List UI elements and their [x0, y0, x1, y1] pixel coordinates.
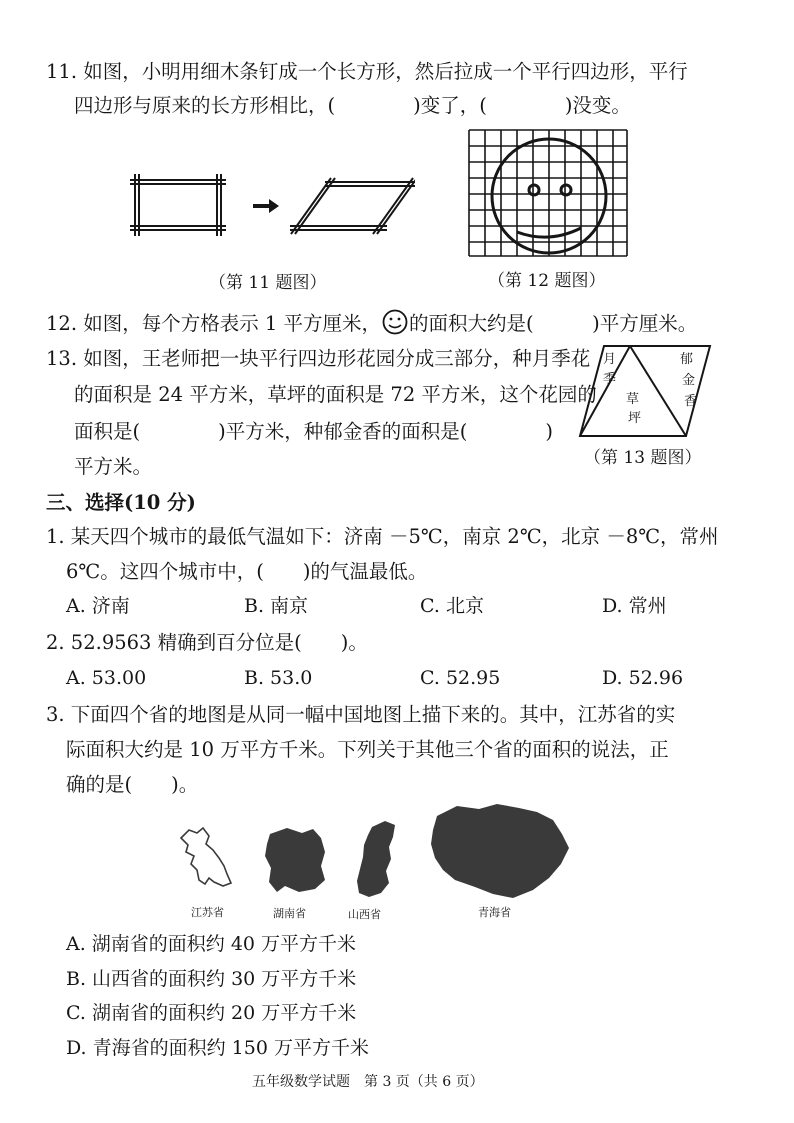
q13-text-line1: 13. 如图，王老师把一块平行四边形花园分成三部分，种月季花 — [46, 347, 591, 370]
c3-option-d: D. 青海省的面积约 150 万平方千米 — [66, 1037, 369, 1059]
c1-option-d: D. 常州 — [602, 595, 667, 617]
shanxi-map — [357, 821, 395, 897]
q11-figure-caption: （第 11 题图） — [209, 273, 327, 293]
q13-label-ji: 季 — [603, 372, 617, 387]
q13-label-xiang: 香 — [684, 394, 698, 409]
q11-rect-to-parallelogram-figure — [125, 168, 415, 243]
page-footer: 五年级数学试题 第 3 页（共 6 页） — [252, 1074, 484, 1090]
q12-grid-smiley-figure — [467, 128, 629, 258]
province-maps-figure — [175, 800, 595, 905]
c3-option-c: C. 湖南省的面积约 20 万平方千米 — [66, 1002, 357, 1024]
c2-option-c: C. 52.95 — [420, 667, 501, 689]
c2-option-b: B. 53.0 — [244, 667, 313, 689]
c3-option-b: B. 山西省的面积约 30 万平方千米 — [66, 968, 357, 990]
q11-text-line1: 11. 如图，小明用细木条钉成一个长方形，然后拉成一个平行四边形，平行 — [46, 60, 688, 83]
c1-text-line2: 6℃。这四个城市中，( )的气温最低。 — [66, 560, 428, 583]
q13-label-cao: 草 — [626, 392, 640, 407]
c1-option-b: B. 南京 — [244, 595, 309, 617]
smiley-face-icon — [381, 309, 409, 335]
hunan-map — [265, 828, 325, 892]
c1-option-a: A. 济南 — [66, 595, 130, 617]
province-label-hunan: 湖南省 — [273, 907, 306, 920]
qinghai-map — [431, 804, 569, 898]
province-label-shanxi: 山西省 — [348, 908, 381, 921]
q13-label-yu: 郁 — [680, 352, 694, 367]
province-label-qinghai: 青海省 — [478, 906, 511, 919]
arrow-right-icon — [253, 199, 279, 213]
c2-text-line1: 2. 52.9563 精确到百分位是( )。 — [46, 631, 368, 654]
q13-label-jin: 金 — [682, 373, 696, 388]
q13-text-line3: 面积是( )平方米，种郁金香的面积是( ) — [74, 420, 553, 443]
province-label-jiangsu: 江苏省 — [191, 906, 224, 919]
c3-text-line2: 际面积大约是 10 万平方千米。下列关于其他三个省的面积的说法，正 — [66, 738, 669, 761]
q11-text-line2: 四边形与原来的长方形相比，( )变了，( )没变。 — [74, 94, 631, 117]
q12-figure-caption: （第 12 题图） — [488, 271, 606, 291]
q12-text — [46, 309, 697, 336]
q13-label-yue: 月 — [603, 352, 617, 367]
c3-option-a: A. 湖南省的面积约 40 万平方千米 — [66, 933, 357, 955]
section-3-title: 三、选择(10 分) — [46, 491, 196, 514]
c2-option-d: D. 52.96 — [602, 667, 684, 689]
c2-option-a: A. 53.00 — [66, 667, 147, 689]
q13-label-ping: 坪 — [628, 411, 642, 426]
c3-text-line3: 确的是( )。 — [66, 773, 199, 796]
q13-figure-caption: （第 13 题图） — [584, 448, 702, 468]
c3-text-line1: 3. 下面四个省的地图是从同一幅中国地图上描下来的。其中，江苏省的实 — [46, 703, 676, 726]
q12-text-after: 的面积大约是( )平方厘米。 — [409, 312, 698, 335]
q13-text-line4: 平方米。 — [74, 455, 153, 478]
q13-text-line2: 的面积是 24 平方米，草坪的面积是 72 平方米，这个花园的 — [74, 383, 597, 406]
c1-option-c: C. 北京 — [420, 595, 484, 617]
jiangsu-map — [181, 828, 231, 886]
q12-text-before: 12. 如图，每个方格表示 1 平方厘米， — [46, 312, 382, 335]
c1-text-line1: 1. 某天四个城市的最低气温如下：济南 －5℃，南京 2℃，北京 －8℃，常州 — [46, 525, 719, 548]
